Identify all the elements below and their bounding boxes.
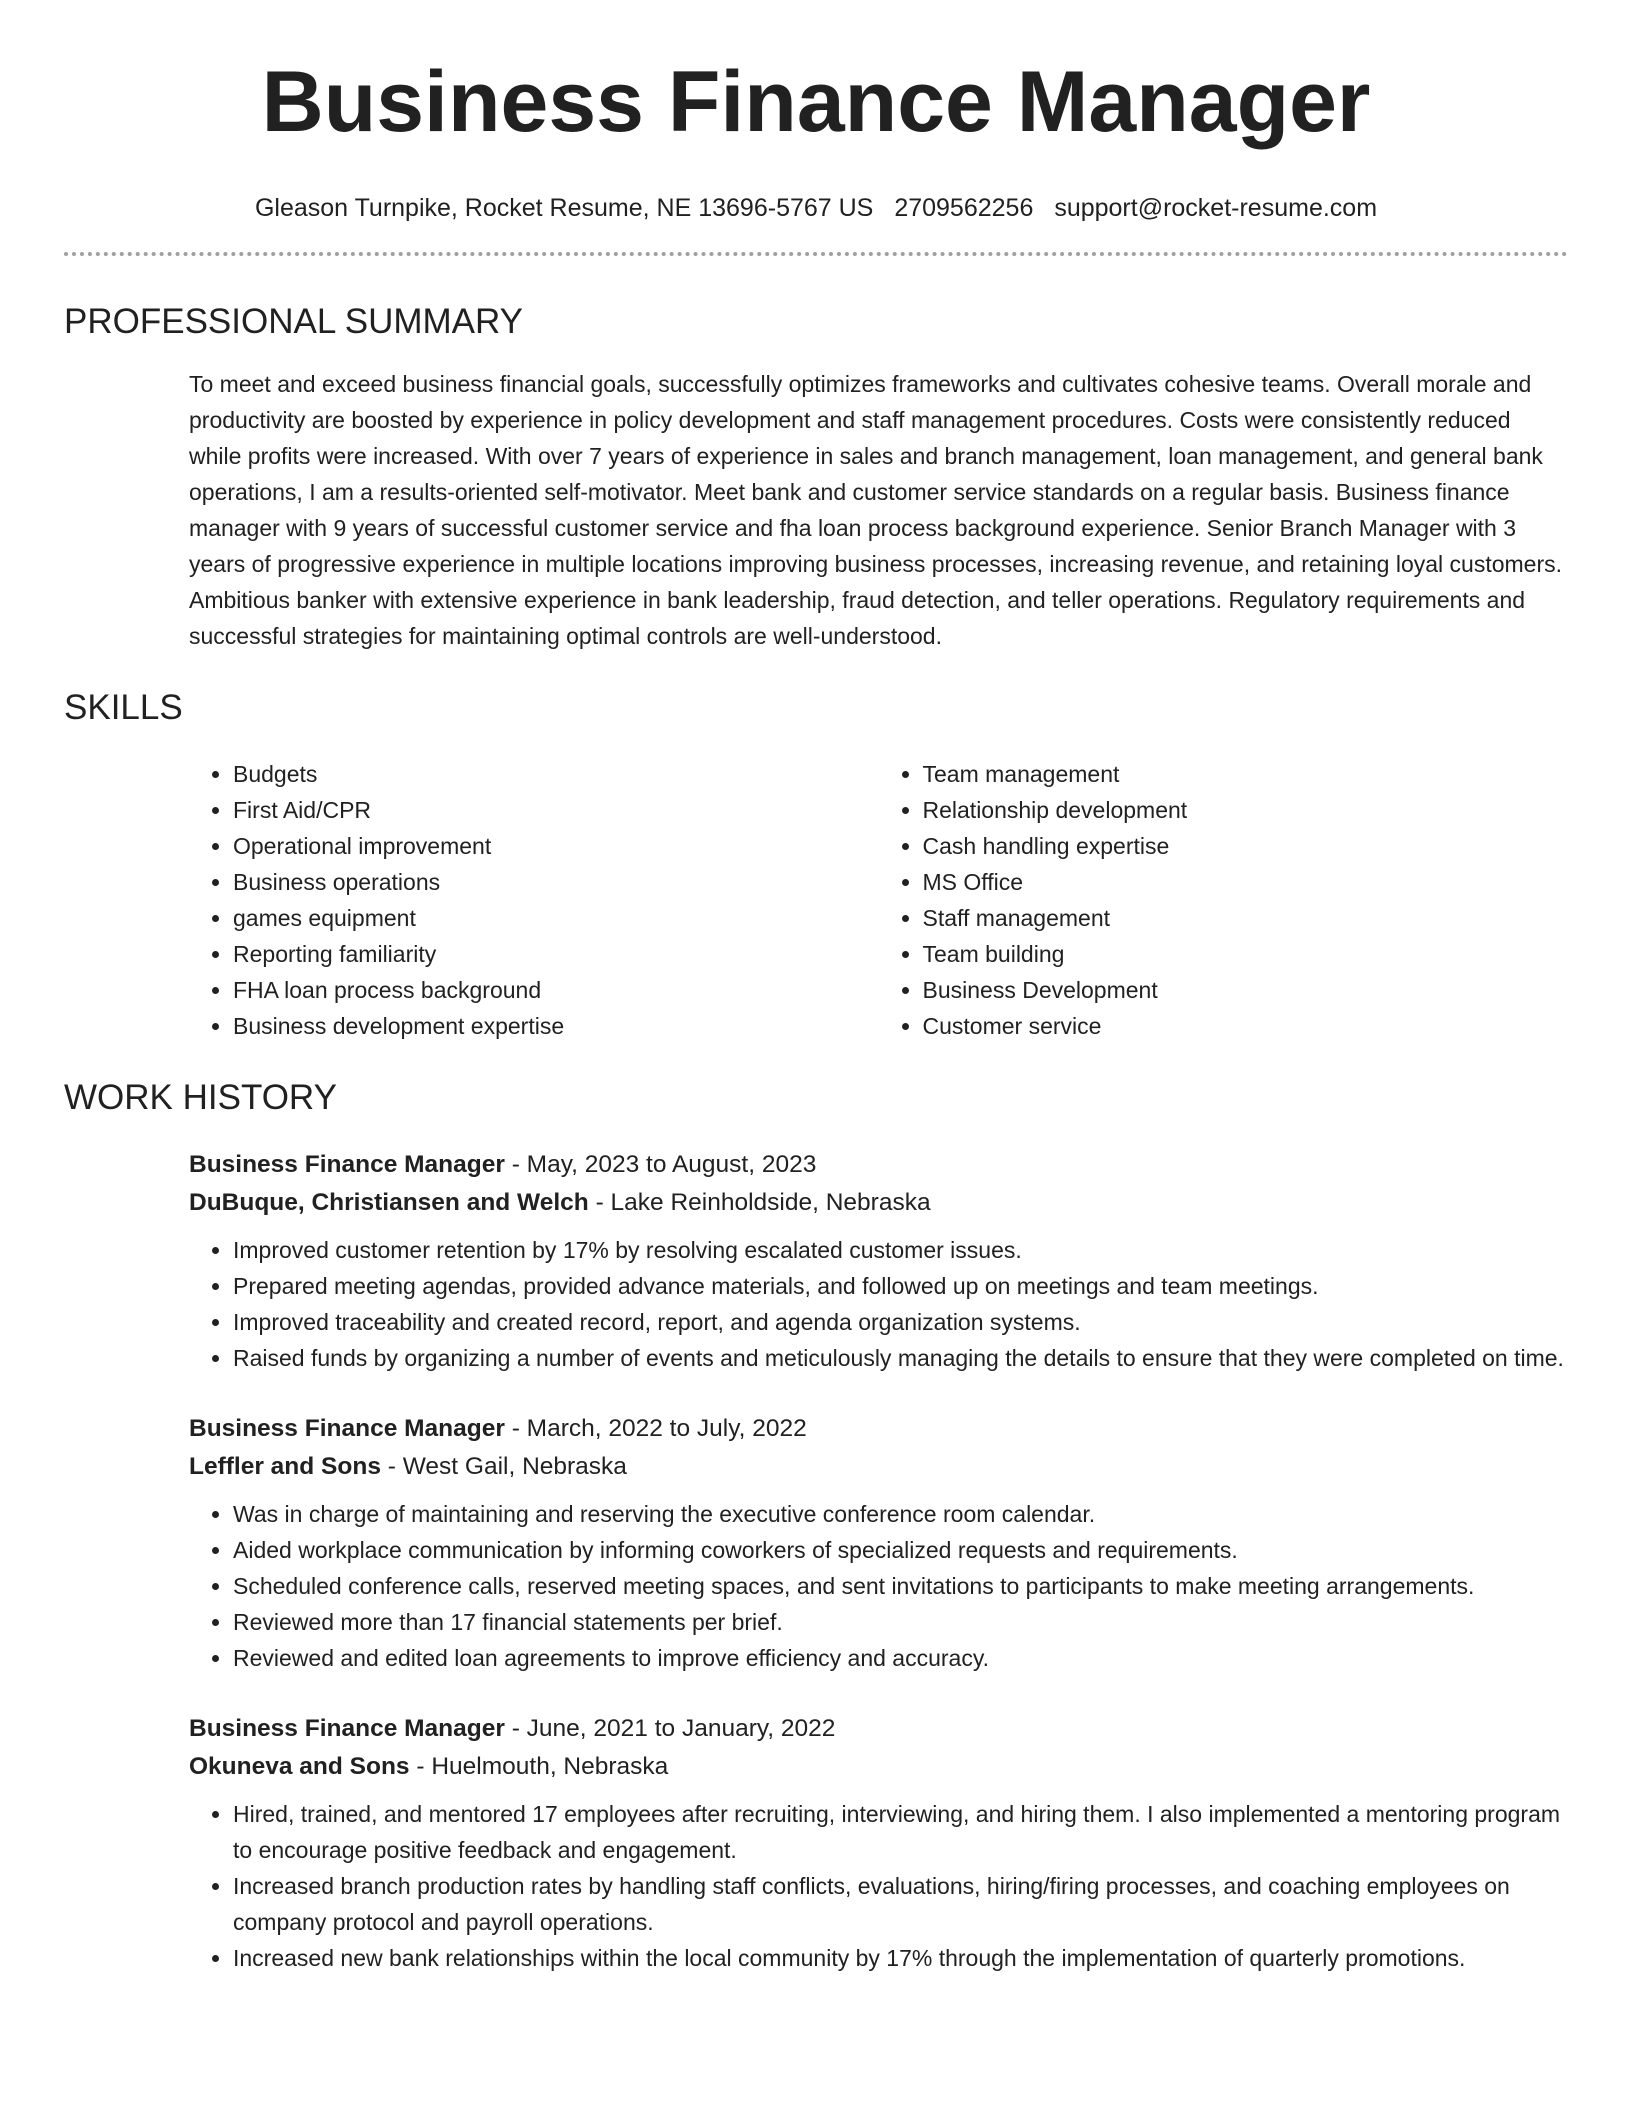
skill-item: • Business operations [233, 864, 879, 900]
job-bullet: • Improved traceability and created record, report, and agenda organization systems. [233, 1304, 1568, 1340]
job-title-line [189, 1410, 1568, 1448]
job-bullet: • Scheduled conference calls, reserved meeting spaces, and sent invitations to participants to make meeting arrangements. [233, 1568, 1568, 1604]
job-bullets [189, 1796, 1568, 1976]
job-location: - West Gail, Nebraska [380, 1453, 627, 1480]
contact-phone: 2709562256 [894, 194, 1034, 222]
contact-address: Gleason Turnpike, Rocket Resume, NE 13696-5767 US [254, 194, 874, 222]
skill-item: • Team building [923, 936, 1569, 972]
skill-item: • Business Development [923, 972, 1569, 1008]
skill-item: • FHA loan process background [233, 972, 879, 1008]
contact-email: support@rocket-resume.com [1054, 194, 1378, 222]
job-company-line [189, 1448, 1568, 1486]
job-bullet: • Improved customer retention by 17% by resolving escalated customer issues. [233, 1232, 1568, 1268]
job-bullet: • Hired, trained, and mentored 17 employees after recruiting, interviewing, and hiring them. I also implemented a mentoring program to encourage positive feedback and engagement. [233, 1796, 1568, 1868]
skill-item: • Budgets [233, 756, 879, 792]
skill-item: • Business development expertise [233, 1008, 879, 1044]
skill-item: • First Aid/CPR [233, 792, 879, 828]
job-bullet: • Increased new bank relationships within the local community by 17% through the implementation of quarterly promotions. [233, 1940, 1568, 1976]
job-entry [189, 1710, 1568, 1976]
job-company: Leffler and Sons [189, 1453, 381, 1480]
skill-item: • Relationship development [923, 792, 1569, 828]
skill-item: • games equipment [233, 900, 879, 936]
job-company: DuBuque, Christiansen and Welch [189, 1189, 589, 1216]
job-bullet: • Aided workplace communication by informing coworkers of specialized requests and requirements. [233, 1532, 1568, 1568]
job-dates: - June, 2021 to January, 2022 [504, 1715, 836, 1742]
header-divider [64, 252, 1568, 256]
job-location: - Huelmouth, Nebraska [409, 1753, 669, 1780]
job-bullet: • Prepared meeting agendas, provided advance materials, and followed up on meetings and team meetings. [233, 1268, 1568, 1304]
job-company-line [189, 1748, 1568, 1786]
job-bullet: • Reviewed more than 17 financial statements per brief. [233, 1604, 1568, 1640]
skills-heading: SKILLS [64, 688, 183, 727]
job-dates: - May, 2023 to August, 2023 [504, 1151, 817, 1178]
summary-heading: PROFESSIONAL SUMMARY [64, 302, 523, 341]
skills-column-right [879, 756, 1569, 1044]
skill-item: • Operational improvement [233, 828, 879, 864]
job-bullets [189, 1232, 1568, 1376]
summary-text: To meet and exceed business financial goals, successfully optimizes frameworks and cultivates cohesive teams. Overall morale and productivity are boosted by experience in policy development and staff management procedures. Costs were consistently reduced while profits were increased. With over 7 years of experience in sales and branch management, loan management, and general bank operations, I am a results-oriented self-motivator. Meet bank and customer service standards on a regular basis. Business finance manager with 9 years of successful customer service and fha loan process background experience. Senior Branch Manager with 3 years of progressive experience in multiple locations improving business processes, increasing revenue, and retaining loyal customers. Ambitious banker with extensive experience in bank leadership, fraud detection, and teller operations. Regulatory requirements and successful strategies for maintaining optimal controls are well-understood. [189, 371, 1563, 649]
skills-column-left [189, 756, 879, 1044]
job-title: Business Finance Manager [189, 1151, 505, 1178]
job-company-line [189, 1184, 1568, 1222]
job-entry [189, 1410, 1568, 1676]
skill-item: • MS Office [923, 864, 1569, 900]
job-bullet: • Was in charge of maintaining and reserving the executive conference room calendar. [233, 1496, 1568, 1532]
job-company: Okuneva and Sons [189, 1753, 410, 1780]
job-bullet: • Reviewed and edited loan agreements to improve efficiency and accuracy. [233, 1640, 1568, 1676]
skill-item: • Staff management [923, 900, 1569, 936]
skill-item: • Cash handling expertise [923, 828, 1569, 864]
skill-item: • Reporting familiarity [233, 936, 879, 972]
contact-line [64, 192, 1568, 224]
job-entry [189, 1146, 1568, 1376]
job-title-line [189, 1710, 1568, 1748]
skills-list [189, 756, 1568, 1044]
job-bullet: • Increased branch production rates by handling staff conflicts, evaluations, hiring/firing processes, and coaching employees on company protocol and payroll operations. [233, 1868, 1568, 1940]
job-title: Business Finance Manager [189, 1415, 505, 1442]
skill-item: • Team management [923, 756, 1569, 792]
job-title-line [189, 1146, 1568, 1184]
job-title: Business Finance Manager [189, 1715, 505, 1742]
resume-name: Business Finance Manager [261, 54, 1371, 150]
skill-item: • Customer service [923, 1008, 1569, 1044]
job-bullets [189, 1496, 1568, 1676]
work-history-heading: WORK HISTORY [64, 1078, 337, 1117]
job-dates: - March, 2022 to July, 2022 [504, 1415, 807, 1442]
job-location: - Lake Reinholdside, Nebraska [588, 1189, 931, 1216]
job-bullet: • Raised funds by organizing a number of events and meticulously managing the details to ensure that they were completed on time. [233, 1340, 1568, 1376]
